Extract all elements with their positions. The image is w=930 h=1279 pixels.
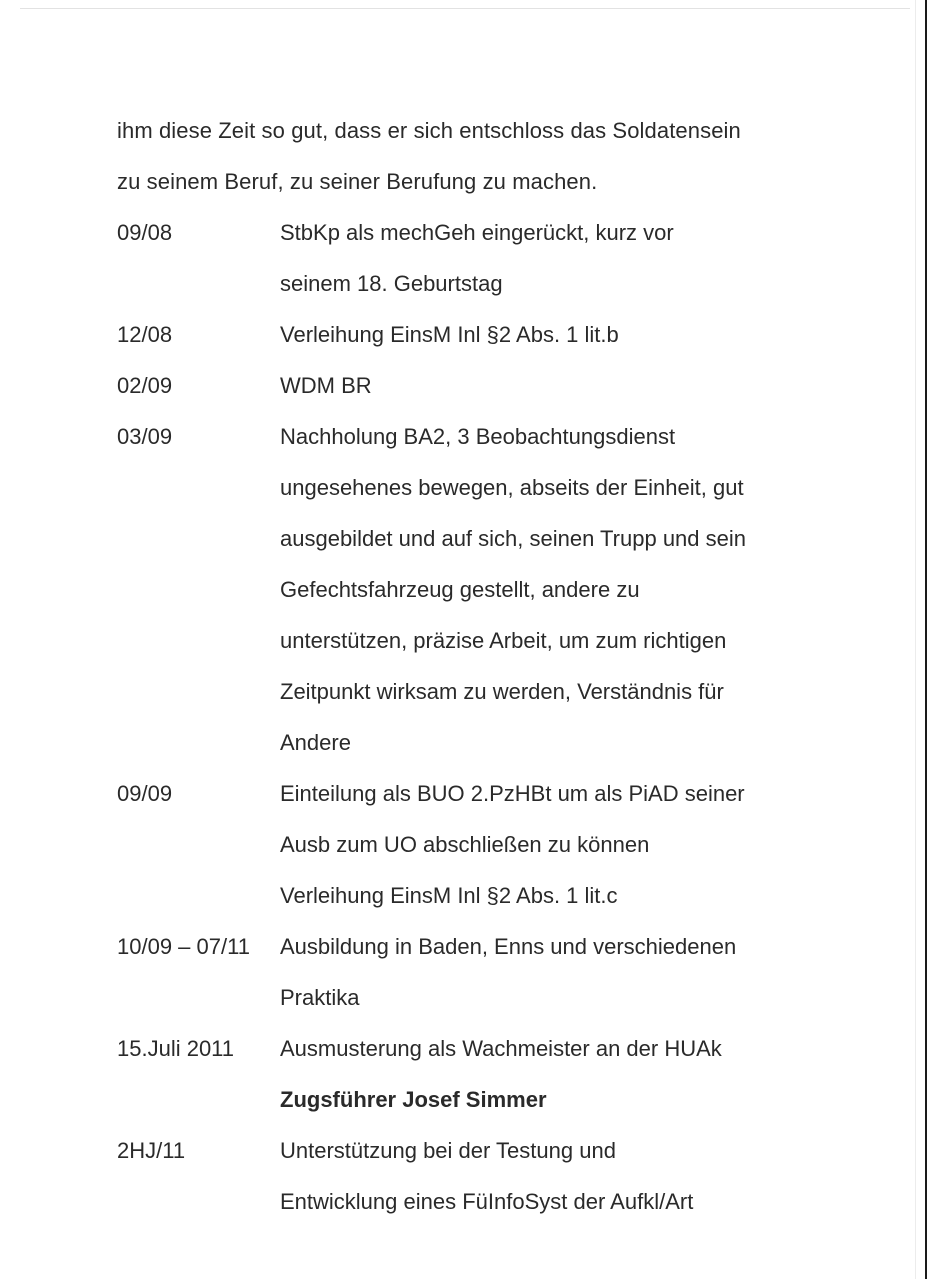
entry-date: 09/08 xyxy=(117,220,173,245)
entry-line: unterstützen, präzise Arbeit, um zum richtigen xyxy=(280,628,727,653)
entry-text xyxy=(280,1023,817,1125)
timeline-entry xyxy=(117,411,817,768)
entry-text xyxy=(280,921,817,1023)
entry-date: 02/09 xyxy=(117,373,173,398)
entry-date: 09/09 xyxy=(117,781,173,806)
intro-line: zu seinem Beruf, zu seiner Berufung zu machen. xyxy=(117,169,598,194)
entry-text xyxy=(280,309,817,360)
scan-edge-shadow xyxy=(915,0,916,1279)
timeline-entry xyxy=(117,360,817,411)
scan-right-edge xyxy=(925,0,927,1279)
timeline-list xyxy=(117,207,817,1227)
entry-line: Einteilung als BUO 2.PzHBt um als PiAD seiner xyxy=(280,781,745,806)
entry-line: Unterstützung bei der Testung und xyxy=(280,1138,616,1163)
timeline-entry xyxy=(117,309,817,360)
entry-line: StbKp als mechGeh eingerückt, kurz vor xyxy=(280,220,674,245)
entry-line: Nachholung BA2, 3 Beobachtungsdienst xyxy=(280,424,676,449)
scan-top-rule xyxy=(20,8,910,9)
timeline-entry xyxy=(117,207,817,309)
entry-line: Zeitpunkt wirksam zu werden, Verständnis für xyxy=(280,679,724,704)
timeline-entry xyxy=(117,1125,817,1227)
intro-line: ihm diese Zeit so gut, dass er sich entschloss das Soldatensein xyxy=(117,118,741,143)
entry-text xyxy=(280,1125,817,1227)
entry-line: Entwicklung eines FüInfoSyst der Aufkl/Art xyxy=(280,1189,694,1214)
entry-date: 2HJ/11 xyxy=(117,1138,186,1163)
timeline-entry xyxy=(117,768,817,921)
entry-date: 10/09 – 07/11 xyxy=(117,934,250,959)
entry-line: ausgebildet und auf sich, seinen Trupp und sein xyxy=(280,526,746,551)
entry-line: Praktika xyxy=(280,985,360,1010)
entry-text xyxy=(280,768,817,921)
entry-line: Andere xyxy=(280,730,351,755)
timeline-entry xyxy=(117,1023,817,1125)
timeline-entry xyxy=(117,921,817,1023)
entry-line: Verleihung EinsM Inl §2 Abs. 1 lit.c xyxy=(280,883,618,908)
entry-line: WDM BR xyxy=(280,373,372,398)
entry-date: 15.Juli 2011 xyxy=(117,1036,235,1061)
entry-text xyxy=(280,360,817,411)
entry-line: Ausbildung in Baden, Enns und verschiedenen xyxy=(280,934,737,959)
entry-date: 03/09 xyxy=(117,424,173,449)
entry-line: Gefechtsfahrzeug gestellt, andere zu xyxy=(280,577,640,602)
entry-text xyxy=(280,411,817,768)
intro-paragraph xyxy=(117,105,817,207)
entry-line: ungesehenes bewegen, abseits der Einheit, gut xyxy=(280,475,744,500)
entry-line: Ausb zum UO abschließen zu können xyxy=(280,832,650,857)
entry-line: Ausmusterung als Wachmeister an der HUAk xyxy=(280,1036,722,1061)
entry-line: seinem 18. Geburtstag xyxy=(280,271,503,296)
document-page xyxy=(117,105,817,1227)
entry-date: 12/08 xyxy=(117,322,173,347)
entry-line: Verleihung EinsM Inl §2 Abs. 1 lit.b xyxy=(280,322,619,347)
signatory-name: Zugsführer Josef Simmer xyxy=(280,1087,547,1112)
entry-text xyxy=(280,207,817,309)
